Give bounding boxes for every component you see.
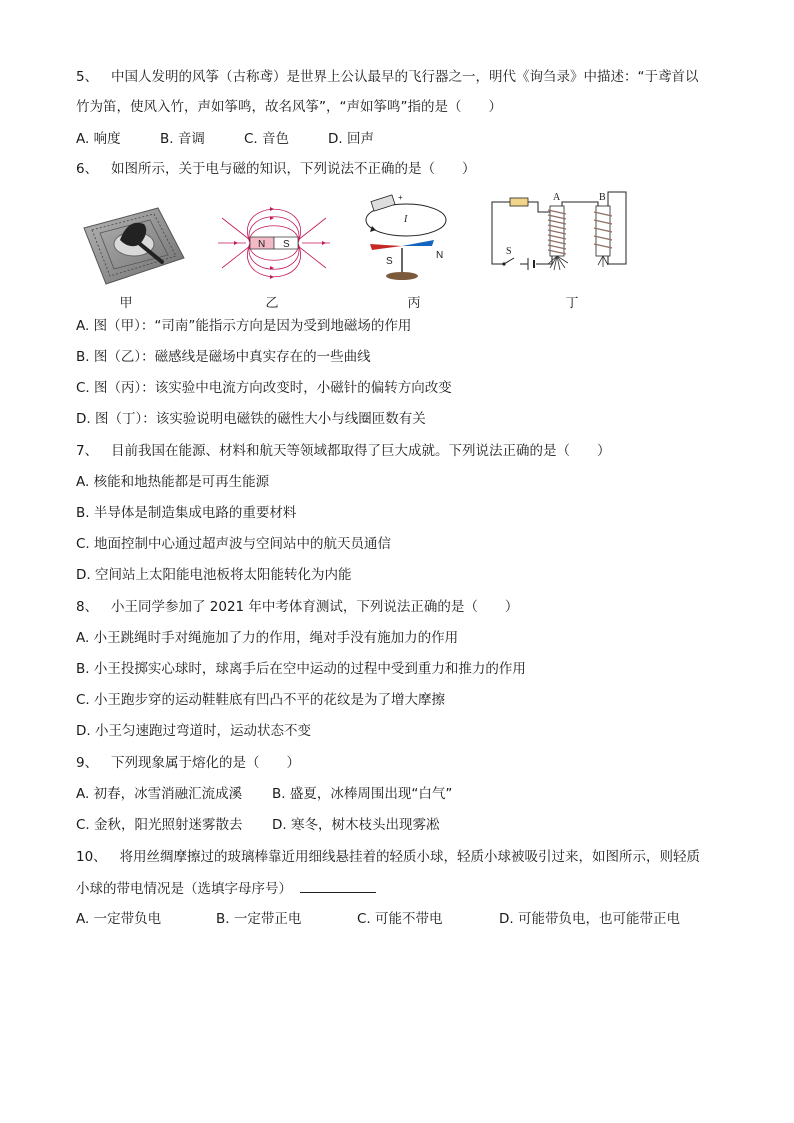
q10-option-b[interactable]: B. 一定带正电 [216, 911, 302, 927]
q8-option-a[interactable]: A. 小王跳绳时手对绳施加了力的作用，绳对手没有施加力的作用 [76, 630, 459, 646]
sinan-compass-figure [76, 200, 188, 288]
q10-number: 10、 [76, 849, 107, 865]
q9-number: 9、 [76, 755, 99, 771]
q7-number: 7、 [76, 443, 99, 459]
svg-text:+: + [398, 193, 403, 202]
q8-option-d[interactable]: D. 小王匀速跑过弯道时，运动状态不变 [76, 723, 311, 739]
q9-options-row2 [76, 815, 439, 835]
compass-s-label: S [386, 256, 393, 267]
figure-label-bing: 丙 [407, 296, 421, 311]
q10-options [76, 909, 680, 929]
figure-label-ding: 丁 [565, 296, 579, 311]
q8-line [76, 597, 518, 617]
compass-n-label: N [436, 250, 444, 261]
q7-option-a[interactable]: A. 核能和地热能都是可再生能源 [76, 474, 270, 490]
q10-option-c[interactable]: C. 可能不带电 [357, 911, 443, 927]
electromagnet-circuit-figure [490, 188, 630, 288]
q10-option-a[interactable]: A. 一定带负电 [76, 911, 162, 927]
q10-line2 [76, 878, 376, 899]
q5-line1 [76, 67, 698, 87]
q8-option-c[interactable]: C. 小王跑步穿的运动鞋鞋底有凹凸不平的花纹是为了增大摩擦 [76, 692, 446, 708]
q8-stem: 小王同学参加了 2021 年中考体育测试，下列说法正确的是（ ） [110, 599, 519, 615]
coil-b-label: B [599, 192, 606, 203]
q6-line [76, 159, 475, 179]
q9-option-c[interactable]: C. 金秋，阳光照射迷雾散去 [76, 817, 243, 833]
q9-option-d[interactable]: D. 寒冬，树木枝头出现雾凇 [272, 817, 440, 833]
q5-options [76, 129, 374, 149]
q10-option-d[interactable]: D. 可能带负电，也可能带正电 [499, 911, 680, 927]
q10-line1 [76, 847, 700, 867]
q5-option-c[interactable]: C. 音色 [244, 131, 290, 147]
q6-option-d[interactable]: D. 图（丁）：该实验说明电磁铁的磁性大小与线圈匝数有关 [76, 411, 426, 427]
q5-stem-line2: 竹为笛，使风入竹，声如筝鸣，故名风筝”，“声如筝鸣”指的是（ ） [76, 99, 502, 115]
q6-option-c[interactable]: C. 图（丙）：该实验中电流方向改变时，小磁针的偏转方向改变 [76, 380, 452, 396]
current-label: I [404, 214, 408, 225]
q10-stem-line2: 小球的带电情况是（选填字母序号） [76, 881, 292, 897]
q7-option-c[interactable]: C. 地面控制中心通过超声波与空间站中的航天员通信 [76, 536, 392, 552]
magnet-n-label: N [258, 239, 266, 250]
q9-option-b[interactable]: B. 盛夏，冰棒周围出现“白气” [272, 786, 453, 802]
switch-label: S [506, 246, 512, 257]
q9-option-a[interactable]: A. 初春，冰雪消融汇流成溪 [76, 786, 243, 802]
q6-stem: 如图所示，关于电与磁的知识，下列说法不正确的是（ ） [110, 161, 476, 177]
coil-a-label: A [553, 192, 561, 203]
q6-number: 6、 [76, 161, 99, 177]
figure-label-jia: 甲 [119, 296, 133, 311]
magnet-s-label: S [283, 239, 290, 250]
oersted-experiment-figure [346, 192, 452, 288]
q6-option-b[interactable]: B. 图（乙）：磁感线是磁场中真实存在的一些曲线 [76, 349, 371, 365]
q7-line [76, 441, 610, 461]
q5-number: 5、 [76, 69, 99, 85]
bar-magnet-field-figure [216, 200, 332, 286]
q7-option-b[interactable]: B. 半导体是制造集成电路的重要材料 [76, 505, 297, 521]
q7-stem: 目前我国在能源、材料和航天等领域都取得了巨大成就。下列说法正确的是（ ） [110, 443, 611, 459]
q5-stem-line1: 中国人发明的风筝（古称鸢）是世界上公认最早的飞行器之一，明代《询刍录》中描述：“于鸢首以 [110, 69, 699, 85]
q5-option-b[interactable]: B. 音调 [160, 131, 205, 147]
q10-answer-blank[interactable] [300, 878, 376, 893]
q9-options-row1 [76, 784, 452, 804]
q5-option-d[interactable]: D. 回声 [328, 131, 374, 147]
q5-option-a[interactable]: A. 响度 [76, 131, 121, 147]
q10-stem-line1: 将用丝绸摩擦过的玻璃棒靠近用细线悬挂着的轻质小球，轻质小球被吸引过来，如图所示，则轻质 [119, 849, 701, 865]
q9-stem: 下列现象属于熔化的是（ ） [110, 755, 300, 771]
q6-option-a[interactable]: A. 图（甲）：“司南”能指示方向是因为受到地磁场的作用 [76, 318, 412, 334]
figure-label-yi: 乙 [265, 296, 279, 311]
q8-number: 8、 [76, 599, 99, 615]
q8-option-b[interactable]: B. 小王投掷实心球时，球离手后在空中运动的过程中受到重力和推力的作用 [76, 661, 526, 677]
q9-line [76, 753, 300, 773]
q7-option-d[interactable]: D. 空间站上太阳能电池板将太阳能转化为内能 [76, 567, 352, 583]
